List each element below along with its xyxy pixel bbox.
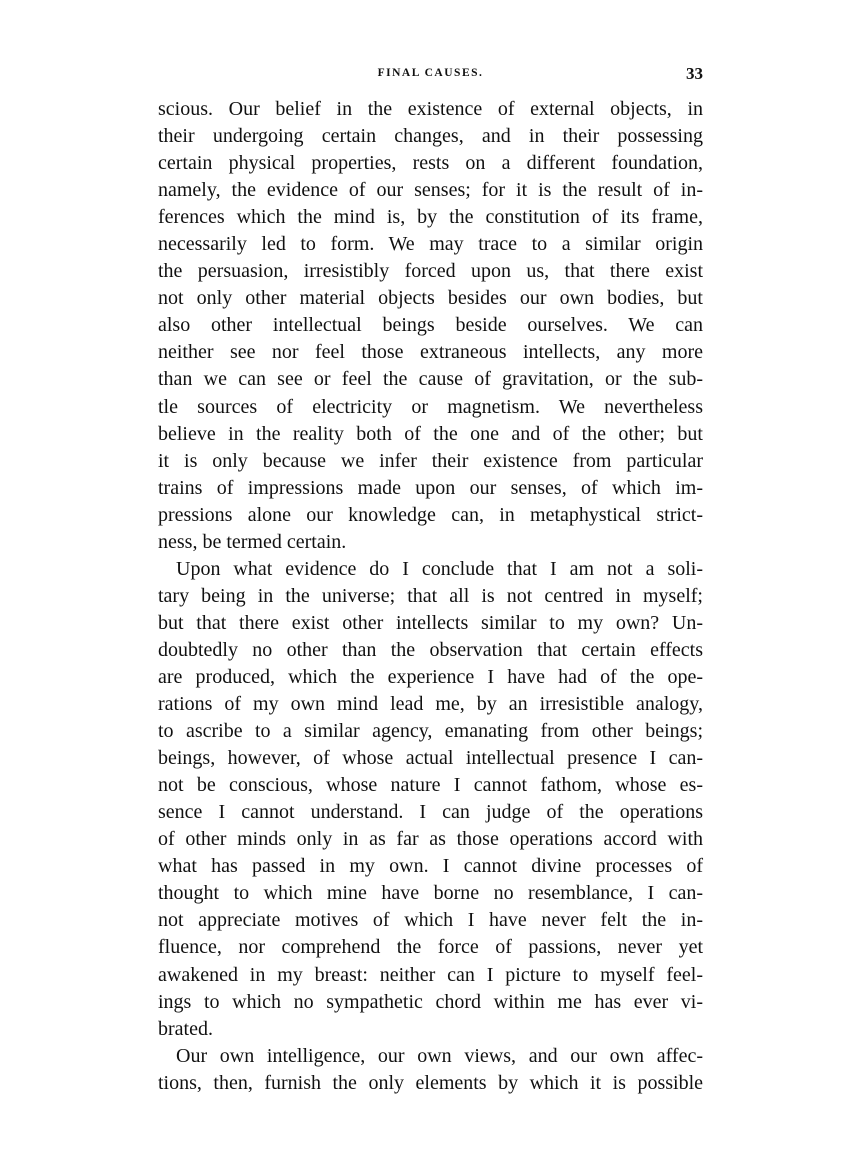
text-line: to ascribe to a similar agency, emanating from other beings; [158, 720, 703, 743]
text-line: scious. Our belief in the existence of external objects, in [158, 98, 703, 120]
text-line: certain physical properties, rests on a different foundation, [158, 152, 703, 175]
text-line: not appreciate motives of which I have never felt the in- [158, 909, 703, 932]
text-line: ferences which the mind is, by the constitution of its frame, [158, 206, 703, 229]
text-line: of other minds only in as far as those operations accord with [158, 828, 703, 851]
text-line: the persuasion, irresistibly forced upon us, that there exist [158, 260, 703, 283]
text-line: rations of my own mind lead me, by an irresistible analogy, [158, 693, 703, 716]
text-line: tions, then, furnish the only elements by which it is possible [158, 1071, 703, 1094]
running-title: FINAL CAUSES. [377, 67, 484, 79]
text-line: doubtedly no other than the observation that certain effects [158, 638, 703, 661]
text-line: also other intellectual beings beside ourselves. We can [158, 314, 703, 337]
text-line: necessarily led to form. We may trace to a similar origin [158, 233, 703, 256]
running-head [158, 64, 703, 84]
text-line: what has passed in my own. I cannot divine processes of [158, 855, 703, 878]
text-line: brated. [158, 1017, 213, 1040]
text-line: but that there exist other intellects similar to my own? Un- [158, 611, 703, 634]
text-line: not only other material objects besides our own bodies, but [158, 287, 703, 310]
text-line: ings to which no sympathetic chord within me has ever vi- [158, 990, 703, 1013]
text-line: than we can see or feel the cause of gravitation, or the sub- [158, 368, 703, 391]
text-line: not be conscious, whose nature I cannot fathom, whose es- [158, 774, 703, 797]
text-line: awakened in my breast: neither can I picture to myself feel- [158, 963, 703, 986]
text-line: sence I cannot understand. I can judge of the operations [158, 801, 703, 824]
text-line: trains of impressions made upon our senses, of which im- [158, 476, 703, 499]
text-line: tle sources of electricity or magnetism. We nevertheless [158, 395, 703, 418]
text-line: tary being in the universe; that all is not centred in myself; [158, 584, 703, 607]
page-number: 33 [686, 64, 703, 83]
text-line: are produced, which the experience I have had of the ope- [158, 665, 703, 688]
text-line: Upon what evidence do I conclude that I am not a soli- [176, 557, 703, 580]
text-line: thought to which mine have borne no resemblance, I can- [158, 882, 703, 905]
text-line: their undergoing certain changes, and in their possessing [158, 125, 703, 148]
text-line: Our own intelligence, our own views, and our own affec- [176, 1044, 703, 1067]
text-line: pressions alone our knowledge can, in metaphystical strict- [158, 503, 703, 526]
text-line: namely, the evidence of our senses; for it is the result of in- [158, 179, 703, 202]
text-line: fluence, nor comprehend the force of passions, never yet [158, 936, 703, 959]
text-line: it is only because we infer their existence from particular [158, 449, 703, 472]
text-line: beings, however, of whose actual intellectual presence I can- [158, 747, 703, 770]
body-text [158, 96, 703, 1097]
text-line: believe in the reality both of the one and of the other; but [158, 422, 703, 445]
text-line: neither see nor feel those extraneous intellects, any more [158, 341, 703, 364]
text-line: ness, be termed certain. [158, 530, 347, 553]
